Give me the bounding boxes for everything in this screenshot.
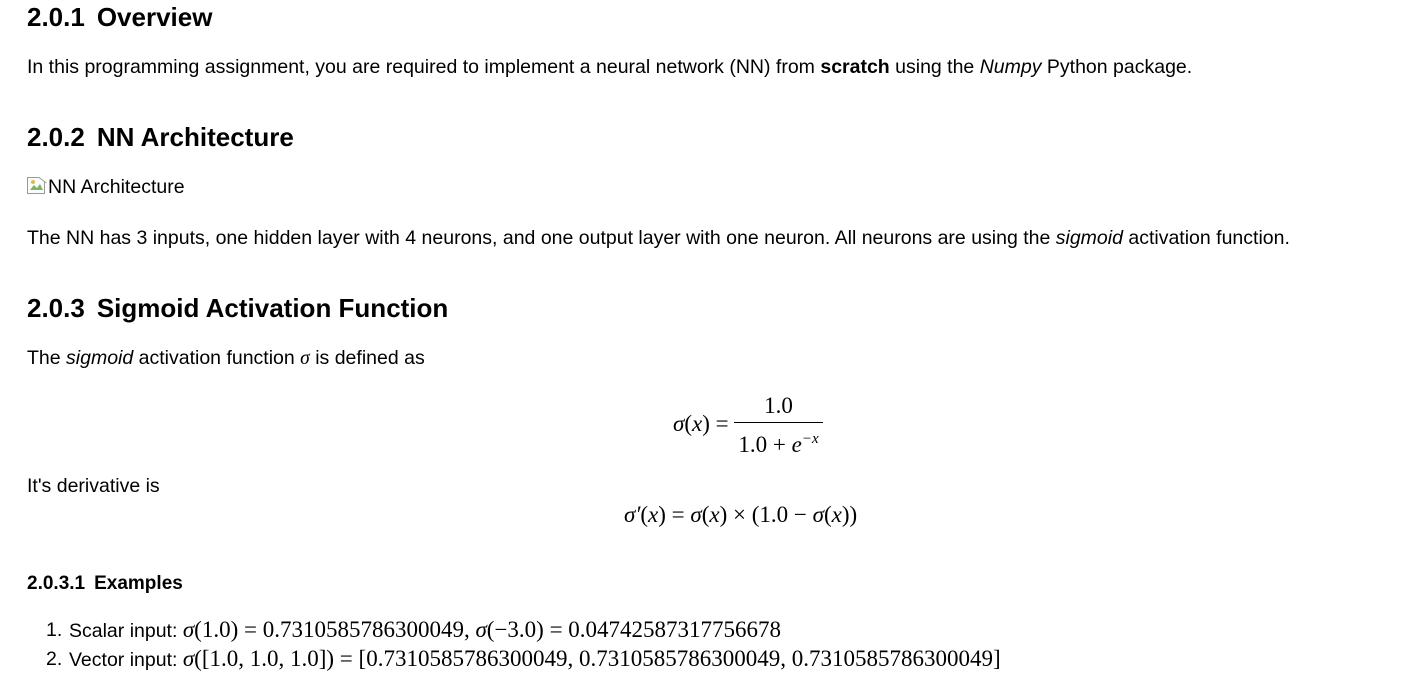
eq-value: (−3.0) = 0.04742587317756678 xyxy=(486,617,782,642)
heading-number: 2.0.3 xyxy=(27,293,85,323)
text-run: is defined as xyxy=(309,347,425,369)
heading-title: NN Architecture xyxy=(96,122,294,152)
eq-sigma: σ xyxy=(475,617,487,642)
eq-sigma: σ xyxy=(182,646,195,671)
heading-architecture xyxy=(27,121,294,153)
heading-examples xyxy=(27,572,183,596)
heading-number: 2.0.2 xyxy=(27,122,85,152)
text-run: activation function xyxy=(133,347,301,369)
eq-fraction xyxy=(734,393,822,458)
eq-close: )) xyxy=(841,502,858,527)
heading-sigmoid xyxy=(27,292,448,324)
text-run: The xyxy=(27,347,67,369)
italic-text: Numpy xyxy=(979,56,1042,78)
text-run: Python package. xyxy=(1041,56,1193,78)
heading-number: 2.0.1 xyxy=(27,2,85,32)
italic-text: sigmoid xyxy=(1055,227,1123,249)
list-marker: 2. xyxy=(46,648,63,670)
eq-numerator: 1.0 xyxy=(734,393,822,423)
eq-den-text: 1.0 + xyxy=(738,432,792,457)
heading-title: Examples xyxy=(94,573,183,594)
derivative-equation xyxy=(624,502,857,528)
italic-text: sigmoid xyxy=(66,347,134,369)
list-item xyxy=(27,645,1001,674)
list-marker: 1. xyxy=(46,619,63,641)
sigmoid-equation xyxy=(673,393,823,458)
eq-value: (1.0) = 0.7310585786300049, xyxy=(194,617,476,642)
text-run: activation function. xyxy=(1122,227,1290,249)
eq-e: e xyxy=(791,432,802,457)
heading-title: Sigmoid Activation Function xyxy=(96,293,449,323)
eq-paren: ( xyxy=(824,502,832,527)
list-item xyxy=(27,616,1001,645)
item-label: Vector input: xyxy=(69,649,183,671)
broken-image-icon xyxy=(27,176,47,194)
eq-var: x xyxy=(648,502,659,527)
eq-times-text: ) × (1.0 − xyxy=(719,502,813,527)
eq-equals: ) = xyxy=(658,502,691,527)
eq-sigma: σ xyxy=(812,502,824,527)
sigmoid-intro xyxy=(27,345,425,372)
text-run: using the xyxy=(889,56,980,78)
overview-paragraph xyxy=(27,54,1192,80)
image-alt-text: NN Architecture xyxy=(48,176,185,198)
eq-paren: ( xyxy=(701,502,710,527)
examples-list xyxy=(27,616,1001,674)
eq-denominator xyxy=(734,423,822,458)
text-run: In this programming assignment, you are required to implement a neural network (NN) from xyxy=(27,56,821,78)
eq-value: ([1.0, 1.0, 1.0]) = [0.7310585786300049, 0.7310585786300049, 0.7310585786300049] xyxy=(194,646,1001,671)
eq-var: x xyxy=(692,410,703,436)
text-run: The NN has 3 inputs, one hidden layer with 4 neurons, and one output layer with one neuron. All neurons are using the xyxy=(27,227,1056,249)
bold-text: scratch xyxy=(820,56,890,78)
eq-paren: ( xyxy=(640,502,649,527)
eq-exponent: −x xyxy=(801,431,819,447)
eq-sigma: σ xyxy=(182,617,195,642)
eq-sigma: σ xyxy=(690,502,702,527)
heading-overview xyxy=(27,1,212,33)
architecture-image-placeholder xyxy=(27,174,185,200)
eq-equals: ) = xyxy=(702,410,729,436)
heading-title: Overview xyxy=(96,2,213,32)
architecture-paragraph xyxy=(27,225,1290,251)
eq-var: x xyxy=(709,502,720,527)
eq-sigma: σ xyxy=(673,410,685,436)
heading-number: 2.0.3.1 xyxy=(27,573,86,594)
eq-sigma-prime: σ′ xyxy=(624,502,641,527)
eq-paren: ( xyxy=(684,410,693,436)
eq-var: x xyxy=(831,502,842,527)
sigma-symbol: σ xyxy=(300,348,310,369)
item-label: Scalar input: xyxy=(69,620,183,642)
derivative-text: It's derivative is xyxy=(27,475,160,497)
